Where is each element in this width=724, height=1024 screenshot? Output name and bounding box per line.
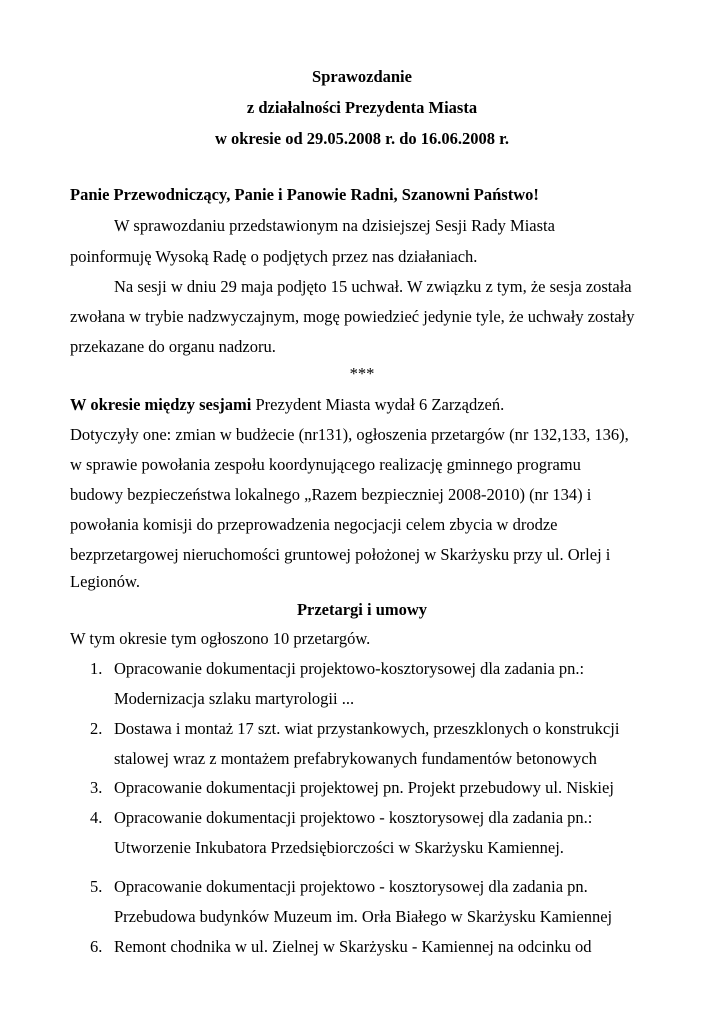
list-item: Opracowanie dokumentacji projektowo - kosztorysowej dla zadania pn.: xyxy=(114,808,593,827)
list-item-number: 1. xyxy=(90,659,103,678)
list-item: Opracowanie dokumentacji projektowej pn. Projekt przebudowy ul. Niskiej xyxy=(114,778,614,797)
list-item-number: 5. xyxy=(90,877,103,896)
paragraph-line: Legionów. xyxy=(70,572,140,591)
paragraph-line: bezprzetargowej nieruchomości gruntowej położonej w Skarżysku przy ul. Orlej i xyxy=(70,545,611,564)
paragraph-line: budowy bezpieczeństwa lokalnego „Razem bezpieczniej 2008-2010) (nr 134) i xyxy=(70,485,592,504)
paragraph-line: w sprawie powołania zespołu koordynującego realizację gminnego programu xyxy=(70,455,581,474)
separator: *** xyxy=(349,364,375,383)
document-subtitle: z działalności Prezydenta Miasta xyxy=(246,98,478,117)
list-item-continuation: Przebudowa budynków Muzeum im. Orła Białego w Skarżysku Kamiennej xyxy=(114,907,613,926)
paragraph-line: W sprawozdaniu przedstawionym na dzisiejszej Sesji Rady Miasta xyxy=(114,216,555,235)
list-item-continuation: stalowej wraz z montażem prefabrykowanych fundamentów betonowych xyxy=(114,749,597,768)
paragraph-line: zwołana w trybie nadzwyczajnym, mogę powiedzieć jedynie tyle, że uchwały zostały xyxy=(70,307,635,326)
document-period: w okresie od 29.05.2008 r. do 16.06.2008 r. xyxy=(214,129,510,148)
lead-rest: Prezydent Miasta wydał 6 Zarządzeń. xyxy=(251,395,505,414)
list-item-number: 3. xyxy=(90,778,103,797)
greeting: Panie Przewodniczący, Panie i Panowie Radni, Szanowni Państwo! xyxy=(70,185,539,204)
list-item: Opracowanie dokumentacji projektowo - kosztorysowej dla zadania pn. xyxy=(114,877,588,896)
paragraph-line: Na sesji w dniu 29 maja podjęto 15 uchwał. W związku z tym, że sesja została xyxy=(114,277,632,296)
section-intro: W tym okresie tym ogłoszono 10 przetargów. xyxy=(70,629,371,648)
document-title: Sprawozdanie xyxy=(312,67,412,86)
paragraph-line: przekazane do organu nadzoru. xyxy=(70,337,276,356)
paragraph-line: powołania komisji do przeprowadzenia negocjacji celem zbycia w drodze xyxy=(70,515,558,534)
list-item-number: 6. xyxy=(90,937,103,956)
list-item: Opracowanie dokumentacji projektowo-kosztorysowej dla zadania pn.: xyxy=(114,659,585,678)
section-heading: Przetargi i umowy xyxy=(296,600,428,619)
between-sessions-lead xyxy=(70,395,724,415)
paragraph-line: Dotyczyły one: zmian w budżecie (nr131), ogłoszenia przetargów (nr 132,133, 136), xyxy=(70,425,629,444)
paragraph-line: poinformuję Wysoką Radę o podjętych przez nas działaniach. xyxy=(70,247,478,266)
list-item-continuation: Modernizacja szlaku martyrologii ... xyxy=(114,689,355,708)
bold-lead: W okresie między sesjami xyxy=(70,395,252,414)
list-item: Remont chodnika w ul. Zielnej w Skarżysku - Kamiennej na odcinku od xyxy=(114,937,592,956)
list-item: Dostawa i montaż 17 szt. wiat przystankowych, przeszklonych o konstrukcji xyxy=(114,719,620,738)
list-item-number: 4. xyxy=(90,808,103,827)
list-item-continuation: Utworzenie Inkubatora Przedsiębiorczości w Skarżysku Kamiennej. xyxy=(114,838,564,857)
list-item-number: 2. xyxy=(90,719,103,738)
